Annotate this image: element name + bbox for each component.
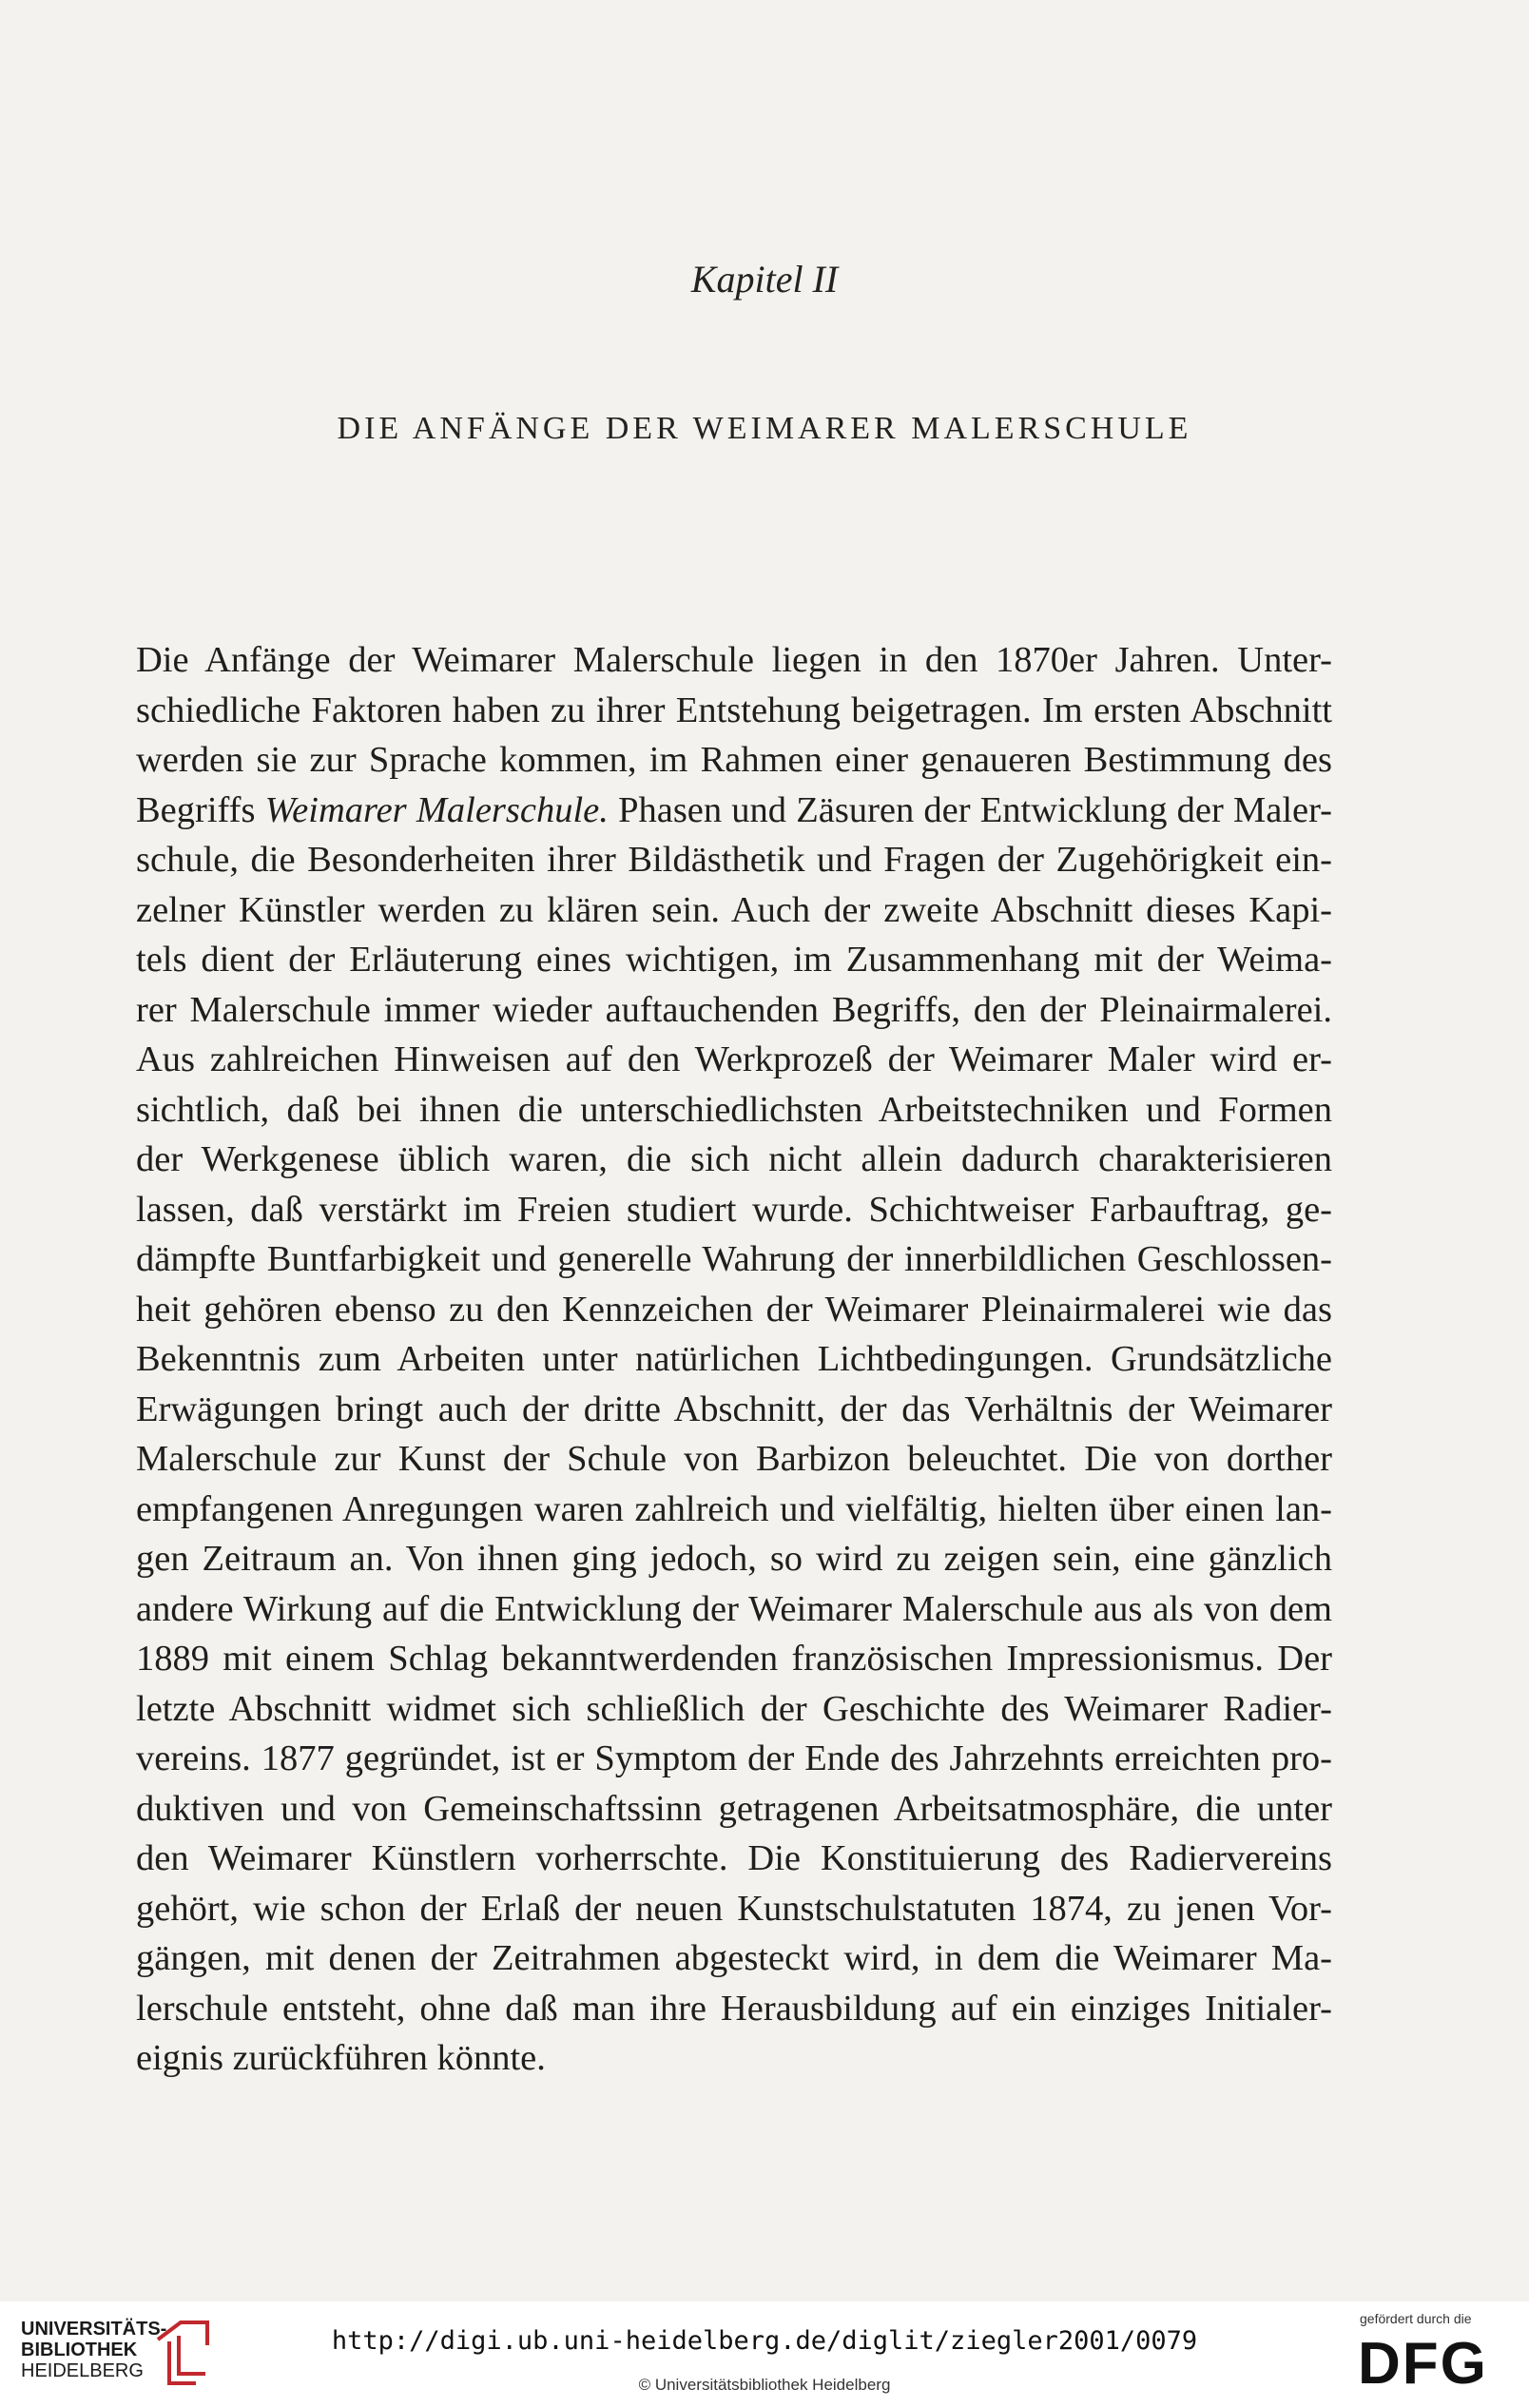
text-line: lassen, daß verstärkt im Freien studiert wurde. Schichtweiser Farbauftrag, ge- (136, 1189, 1332, 1230)
dfg-logo: DFG (1358, 2331, 1488, 2397)
text-line: vereins. 1877 gegründet, ist er Symptom der Ende des Jahrzehnts erreichten pro- (136, 1738, 1332, 1778)
text-line: rer Malerschule immer wieder auftauchenden Begriffs, den der Pleinairmalerei. (136, 989, 1332, 1030)
digitization-footer (0, 2301, 1529, 2408)
sponsor-label: gefördert durch die (1360, 2311, 1472, 2326)
text-line: 1889 mit einem Schlag bekanntwerdenden französischen Impressionismus. Der (136, 1639, 1332, 1679)
text-line: gängen, mit denen der Zeitrahmen abgesteckt wird, in dem die Weimarer Ma- (136, 1938, 1332, 1978)
text-line: letzte Abschnitt widmet sich schließlich der Geschichte des Weimarer Radier- (136, 1688, 1332, 1729)
library-name-line: HEIDELBERG (21, 2360, 144, 2381)
text-line: sichtlich, daß bei ihnen die unterschiedlichsten Arbeitstechniken und Formen (136, 1089, 1332, 1130)
chapter-title: DIE ANFÄNGE DER WEIMARER MALERSCHULE (337, 411, 1192, 446)
permalink-url[interactable]: http://digi.ub.uni-heidelberg.de/diglit/ziegler2001/0079 (331, 2326, 1198, 2356)
text-line: dämpfte Buntfarbigkeit und generelle Wahrung der innerbildlichen Geschlossen- (136, 1239, 1332, 1279)
text-line: duktiven und von Gemeinschaftssinn getragenen Arbeitsatmosphäre, die unter (136, 1788, 1332, 1829)
text-line: Begriffs Weimarer Malerschule. Phasen und Zäsuren der Entwicklung der Maler- (136, 789, 1332, 830)
copyright-notice: © Universitätsbibliothek Heidelberg (638, 2376, 891, 2394)
text-line: Die Anfänge der Weimarer Malerschule liegen in den 1870er Jahren. Unter- (136, 640, 1332, 680)
text-line: gehört, wie schon der Erlaß der neuen Kunstschulstatuten 1874, zu jenen Vor- (136, 1888, 1332, 1929)
library-name-line: BIBLIOTHEK (21, 2340, 138, 2360)
text-line: werden sie zur Sprache kommen, im Rahmen einer genaueren Bestimmung des (136, 740, 1332, 780)
text-line: zelner Künstler werden zu klären sein. Auch der zweite Abschnitt dieses Kapi- (136, 889, 1332, 930)
text-line: heit gehören ebenso zu den Kennzeichen der Weimarer Pleinairmalerei wie das (136, 1289, 1332, 1330)
text-line: den Weimarer Künstlern vorherrschte. Die Konstituierung des Radiervereins (136, 1838, 1332, 1878)
library-name-line: UNIVERSITÄTS- (21, 2319, 167, 2340)
text-line: Erwägungen bringt auch der dritte Abschnitt, der das Verhältnis der Weimarer (136, 1388, 1332, 1429)
chapter-label: Kapitel II (690, 258, 839, 301)
text-line: eignis zurückführen könnte. (136, 2038, 546, 2078)
text-line: schiedliche Faktoren haben zu ihrer Entstehung beigetragen. Im ersten Abschnitt (136, 689, 1332, 730)
text-line: Aus zahlreichen Hinweisen auf den Werkprozeß der Weimarer Maler wird er- (136, 1039, 1332, 1079)
text-line: lerschule entsteht, ohne daß man ihre Herausbildung auf ein einziges Initialer- (136, 1988, 1332, 2029)
text-line: andere Wirkung auf die Entwicklung der Weimarer Malerschule aus als von dem (136, 1588, 1332, 1629)
text-line: gen Zeitraum an. Von ihnen ging jedoch, so wird zu zeigen sein, eine gänzlich (136, 1539, 1332, 1579)
text-line: empfangenen Anregungen waren zahlreich und vielfältig, hielten über einen lan- (136, 1488, 1332, 1529)
italic-term: Weimarer Malerschule. (264, 789, 609, 830)
text-line: schule, die Besonderheiten ihrer Bildästhetik und Fragen der Zugehörigkeit ein- (136, 840, 1332, 880)
text-line: tels dient der Erläuterung eines wichtigen, im Zusammenhang mit der Weima- (136, 940, 1332, 980)
text-line: der Werkgenese üblich waren, die sich nicht allein dadurch charakterisieren (136, 1139, 1332, 1179)
body-paragraph (136, 635, 1332, 2084)
text-line: Malerschule zur Kunst der Schule von Barbizon beleuchtet. Die von dorther (136, 1439, 1332, 1479)
text-line: Bekenntnis zum Arbeiten unter natürlichen Lichtbedingungen. Grundsätzliche (136, 1339, 1332, 1379)
